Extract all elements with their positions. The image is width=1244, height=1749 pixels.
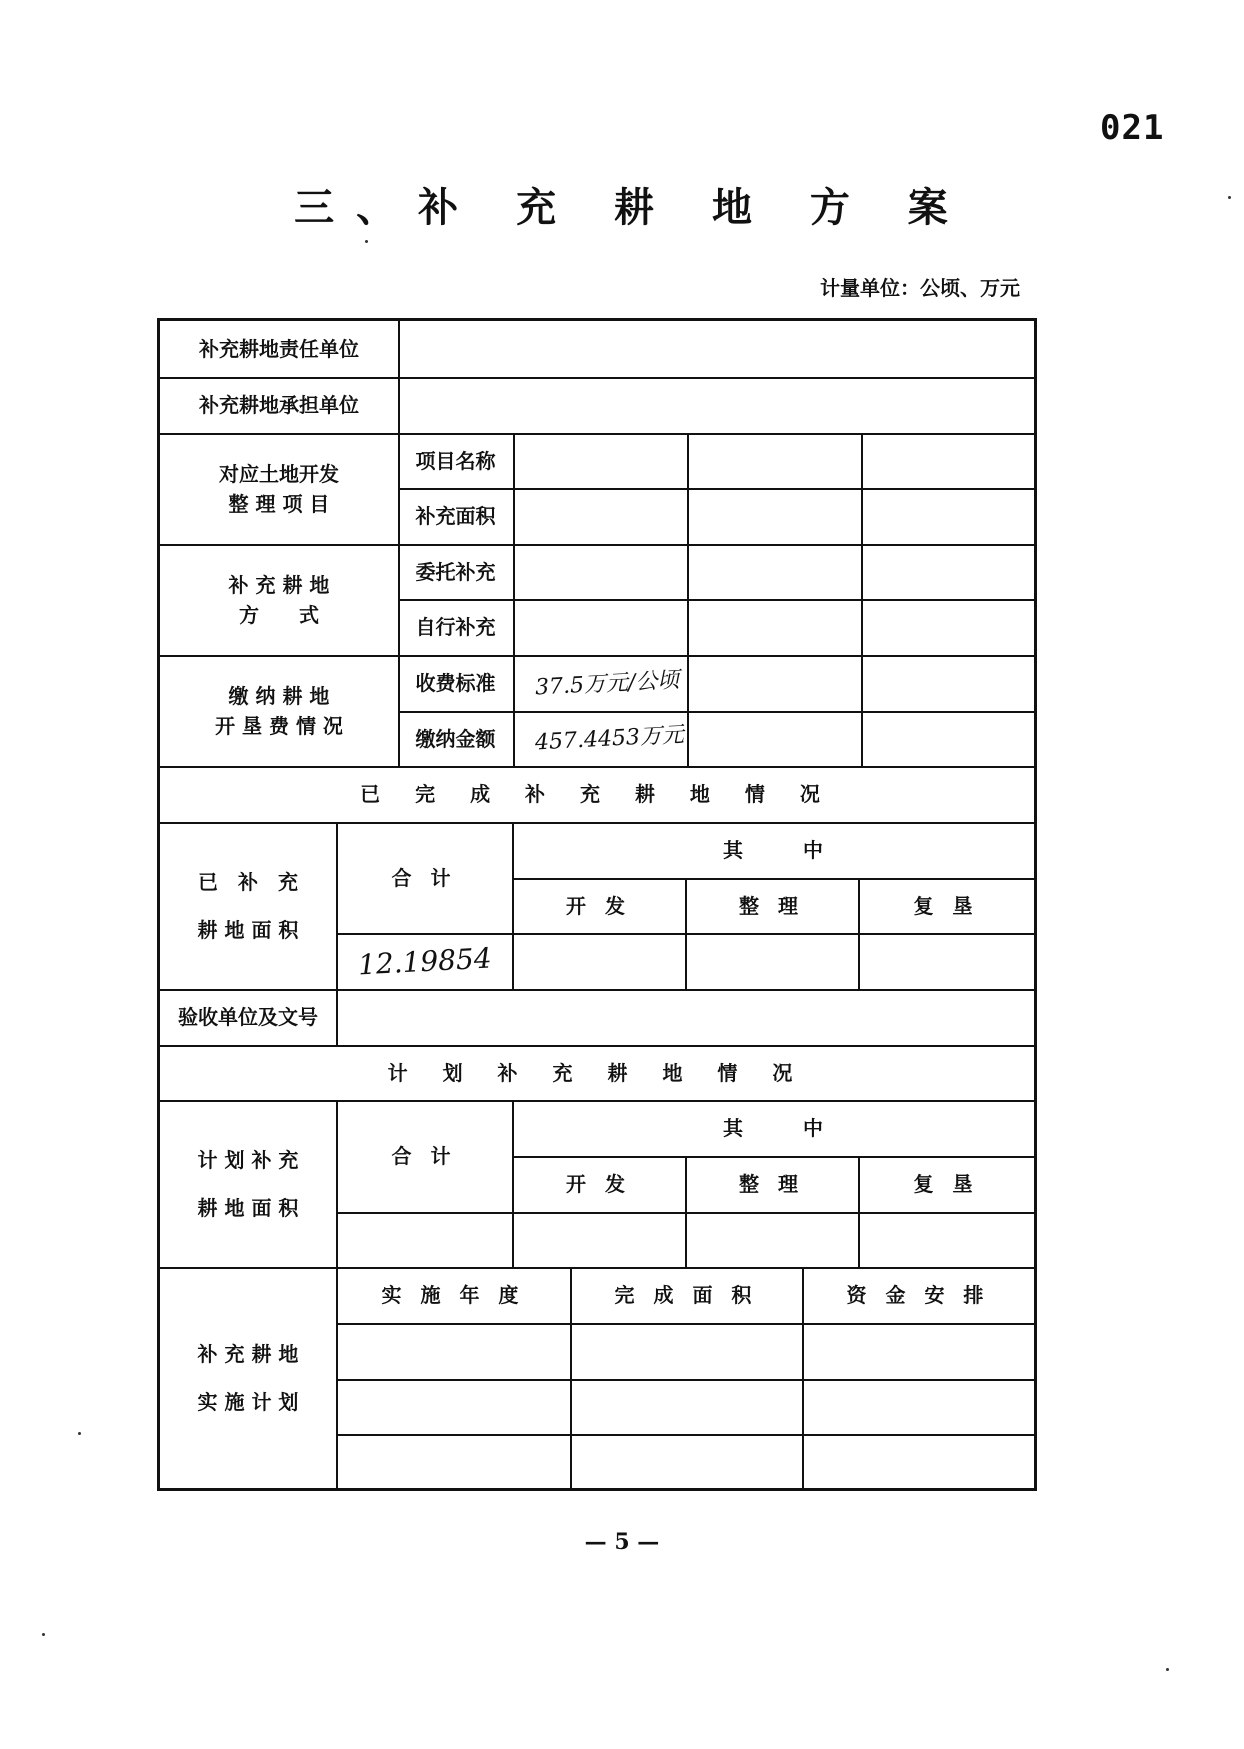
measurement-unit: 计量单位：公顷、万元 (820, 276, 1020, 300)
column-divider (513, 433, 515, 766)
implementation-plan-label-line2: 实 施 计 划 (197, 1389, 299, 1414)
implementation-plan-label (160, 1267, 336, 1488)
page-title: 三、补 充 耕 地 方 案 (294, 184, 970, 231)
fee-amount-label: 缴纳金额 (415, 726, 496, 751)
responsible-unit-value[interactable] (400, 321, 1034, 377)
row-divider (336, 1434, 1034, 1436)
completed-total-value[interactable]: 12.19854 (357, 941, 493, 982)
page-number: 021 (1100, 108, 1165, 148)
fee-standard-value[interactable]: 37.5万元/公顷 (534, 667, 680, 700)
entrusted-supplement-label: 委托补充 (415, 559, 496, 584)
planned-total-label: 合 计 (391, 1144, 457, 1168)
completed-area-label-line1: 已 补 充 (198, 869, 298, 894)
completed-reclaim-label: 复 垦 (913, 893, 979, 918)
planned-area-label-line2: 耕 地 面 积 (197, 1195, 299, 1220)
fee-amount-value[interactable]: 457.4453万元 (534, 722, 685, 756)
planned-section-header: 计 划 补 充 耕 地 情 况 (387, 1060, 807, 1085)
supplement-method-label-line2: 方 式 (239, 602, 319, 627)
supplement-method-label-line1: 补 充 耕 地 (228, 572, 330, 597)
completed-section-header: 已 完 成 补 充 耕 地 情 况 (360, 782, 834, 806)
fee-standard-label: 收费标准 (415, 671, 496, 695)
scan-speck (1166, 1668, 1169, 1671)
completed-develop-label: 开 发 (566, 893, 631, 918)
planned-arrange-label: 整 理 (739, 1172, 804, 1196)
acceptance-value[interactable] (338, 989, 1034, 1045)
completed-area-label (160, 822, 336, 989)
planned-area-label-line1: 计 划 补 充 (197, 1147, 299, 1172)
acceptance-label: 验收单位及文号 (178, 1005, 318, 1029)
column-divider (687, 433, 689, 766)
self-supplement-label: 自行补充 (415, 615, 496, 639)
undertaking-unit-label: 补充耕地承担单位 (199, 393, 359, 417)
scan-speck (78, 1432, 81, 1435)
scan-speck (1228, 196, 1231, 199)
planned-reclaim-label: 复 垦 (913, 1172, 979, 1196)
completed-among-header: 其 中 (723, 838, 823, 862)
column-divider (861, 433, 863, 766)
row-divider (336, 1379, 1034, 1381)
completed-total-label: 合 计 (391, 865, 457, 890)
footer-page-number: — 5 — (584, 1529, 660, 1555)
supplement-area-label: 补充面积 (415, 504, 496, 528)
planned-area-label (160, 1100, 336, 1267)
land-project-label (160, 433, 398, 544)
completed-arrange-label: 整 理 (739, 893, 804, 918)
completed-area-label-line2: 耕 地 面 积 (197, 917, 299, 942)
planned-among-header: 其 中 (723, 1116, 823, 1140)
farmland-plan-form (157, 318, 1037, 1491)
responsible-unit-label: 补充耕地责任单位 (199, 337, 359, 361)
supplement-method-label (160, 544, 398, 655)
row-divider (336, 1323, 1034, 1325)
completed-area-header: 完 成 面 积 (614, 1283, 758, 1307)
project-name-label: 项目名称 (415, 448, 496, 473)
planned-develop-label: 开 发 (566, 1172, 631, 1196)
scan-speck (365, 240, 368, 243)
reclamation-fee-label (160, 655, 398, 766)
implementation-plan-label-line1: 补 充 耕 地 (197, 1341, 299, 1366)
scan-speck (42, 1633, 45, 1636)
fund-arrangement-header: 资 金 安 排 (846, 1283, 990, 1307)
implementation-year-header: 实 施 年 度 (381, 1283, 525, 1307)
reclamation-fee-label-line2: 开 垦 费 情 况 (215, 713, 343, 738)
land-project-label-line2: 整 理 项 目 (228, 491, 330, 516)
reclamation-fee-label-line1: 缴 纳 耕 地 (228, 683, 330, 708)
land-project-label-line1: 对应土地开发 (219, 461, 339, 486)
undertaking-unit-value[interactable] (400, 377, 1034, 433)
